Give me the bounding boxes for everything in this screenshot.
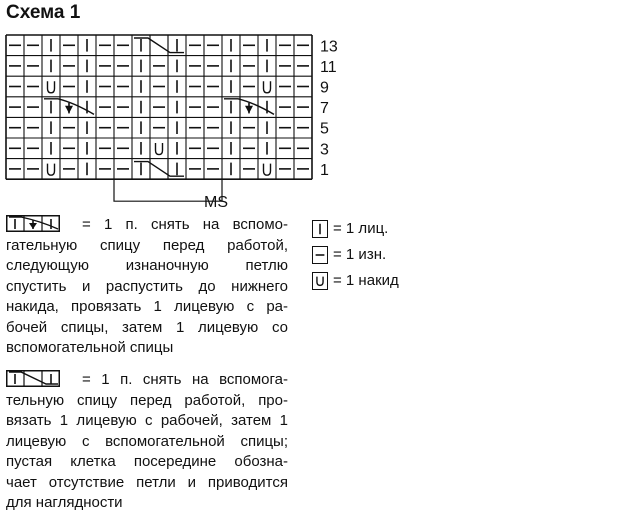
row-number: 5 <box>320 120 329 138</box>
row-number: 9 <box>320 79 329 97</box>
row-number: 11 <box>320 58 337 76</box>
row-number: 3 <box>320 141 329 159</box>
rapport-label: MS <box>204 194 228 211</box>
knit-icon <box>312 220 328 238</box>
purl-icon <box>312 246 328 264</box>
knitting-chart <box>0 0 620 230</box>
key1-description: = 1 п. снять на вспомо- гательную спицу перед работой, следующую изнаночную петлю спустить и распустить до нижнего накида, провязать 1 лицевую с ра- бочей спицы, затем 1 лицевую со вспомогательной спицы <box>6 216 288 356</box>
yarn-over-icon <box>312 272 328 290</box>
row-number: 1 <box>320 161 329 179</box>
row-number: 7 <box>320 100 329 118</box>
row-number: 13 <box>320 38 338 56</box>
key2-description: = 1 п. снять на вспомога- тельную спицу перед работой, про- вязать 1 лицевую с рабочей, затем 1 лицевую с вспомогательной спицы; пустая клетка посередине обозна- чает отсутствие петли и приводится для наглядности <box>6 371 288 511</box>
chart-title: Схема 1 <box>6 2 81 23</box>
